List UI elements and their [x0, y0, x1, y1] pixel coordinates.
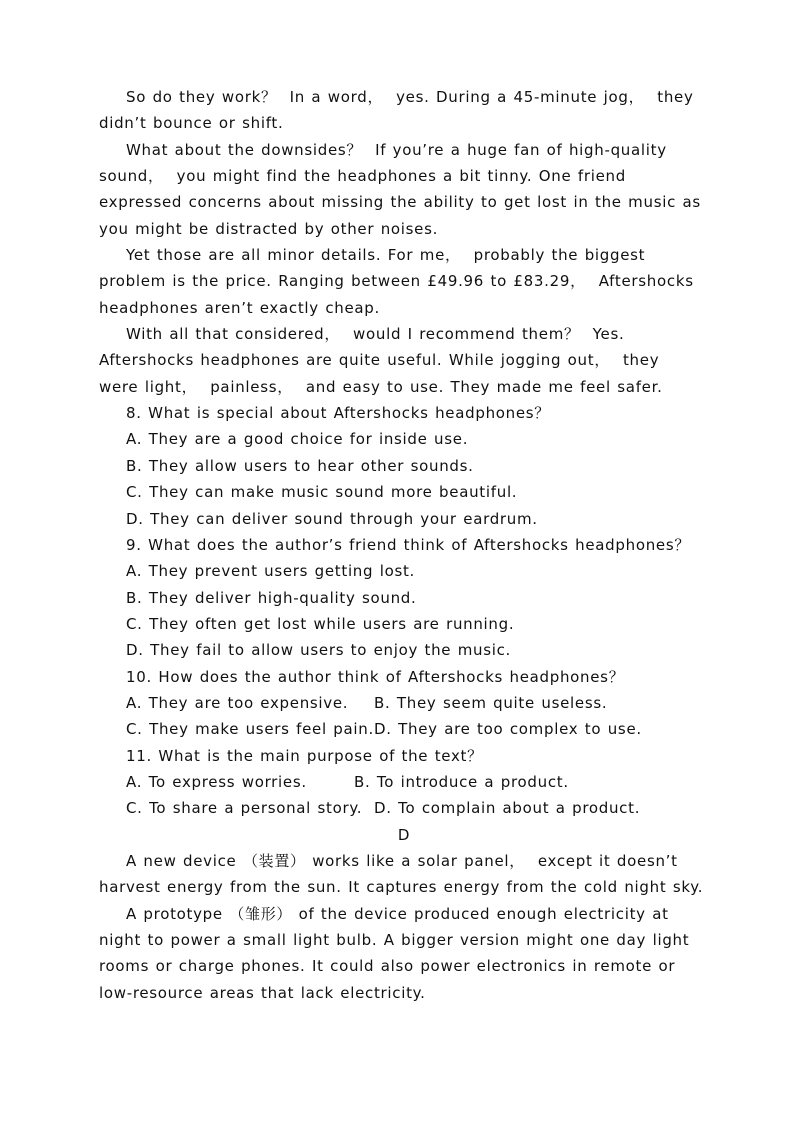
text-line: expressed concerns about missing the ability to get lost in the music as [99, 193, 701, 212]
text-line: night to power a small light bulb. A bigger version might one day light [99, 931, 690, 949]
text-line: harvest energy from the sun. It captures energy from the cold night sky. [99, 878, 704, 897]
text-line: problem is the price. Ranging between £49.96 to £83.29， Aftershocks [99, 272, 694, 291]
text-line: didn’t bounce or shift. [99, 114, 284, 133]
text-line: you might be distracted by other noises. [99, 219, 439, 238]
option-d: D. They can deliver sound through your eardrum. [126, 509, 538, 528]
passage-c-paragraph-3 [99, 242, 709, 321]
text-line: A prototype （雏形） of the device produced enough electricity at [126, 904, 669, 923]
options-row [99, 716, 709, 742]
section-heading: D [397, 825, 411, 844]
question-stem: 8. What is special about Aftershocks headphones？ [126, 404, 551, 423]
question-stem: 9. What does the author’s friend think of Aftershocks headphones？ [126, 535, 691, 554]
text-line: Aftershocks headphones are quite useful. While jogging out， they [99, 351, 660, 370]
option-c: C. They make users feel pain. [126, 720, 374, 739]
question-9 [99, 532, 709, 664]
question-11 [99, 743, 709, 822]
options-row [99, 769, 709, 795]
text-line: So do they work？ In a word， yes. During a 45-minute jog， they [126, 88, 694, 106]
passage-c-paragraph-1 [99, 84, 709, 137]
text-line: With all that considered， would I recommend them？ Yes. [126, 325, 625, 344]
option-c: C. They can make music sound more beautiful. [126, 483, 518, 502]
passage-c-paragraph-2 [99, 137, 709, 242]
option-b: B. To introduce a product. [354, 772, 569, 791]
option-d: D. They are too complex to use. [374, 720, 642, 739]
option-a: A. They are too expensive. [126, 693, 349, 712]
option-c: C. To share a personal story. [126, 799, 363, 818]
options-row [99, 690, 709, 716]
text-line: low-resource areas that lack electricity. [99, 983, 426, 1002]
option-c: C. They often get lost while users are running. [126, 614, 515, 633]
question-8 [99, 400, 709, 532]
option-d: D. They fail to allow users to enjoy the music. [126, 641, 512, 660]
text-line: headphones aren’t exactly cheap. [99, 298, 380, 317]
option-a: A. To express worries. [126, 772, 307, 791]
passage-d-paragraph-2 [99, 901, 709, 1006]
option-d: D. To complain about a product. [374, 799, 641, 818]
option-b: B. They allow users to hear other sounds. [126, 456, 474, 475]
text-line: A new device （装置） works like a solar panel， except it doesn’t [126, 851, 678, 870]
question-10 [99, 664, 709, 743]
passage-d-paragraph-1 [99, 848, 709, 901]
text-line: were light， painless， and easy to use. They made me feel safer. [99, 377, 663, 396]
text-line: sound， you might find the headphones a bit tinny. One friend [99, 167, 626, 186]
question-stem: 10. How does the author think of Aftershocks headphones？ [126, 667, 625, 686]
options-row [99, 795, 709, 821]
passage-c-paragraph-4 [99, 321, 709, 400]
question-stem: 11. What is the main purpose of the text？ [126, 746, 483, 765]
option-b: B. They seem quite useless. [374, 693, 608, 712]
option-b: B. They deliver high-quality sound. [126, 588, 417, 607]
option-a: A. They are a good choice for inside use. [126, 430, 469, 449]
document-page [99, 84, 709, 1006]
text-line: What about the downsides？ If you’re a huge fan of high-quality [126, 140, 667, 159]
option-a: A. They prevent users getting lost. [126, 562, 416, 581]
text-line: rooms or charge phones. It could also power electronics in remote or [99, 957, 676, 976]
text-line: Yet those are all minor details. For me， probably the biggest [126, 246, 646, 265]
